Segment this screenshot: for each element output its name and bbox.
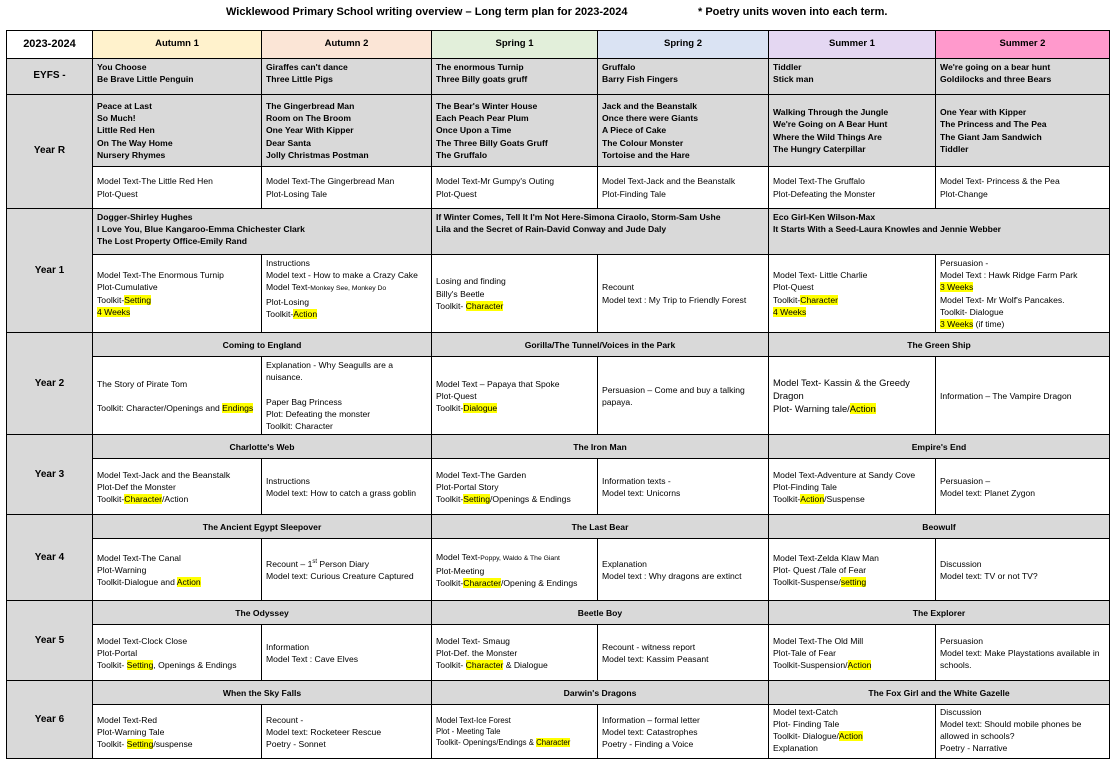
- year-label-year-4: Year 4: [7, 515, 93, 601]
- year-r-model-summer-1: Model Text-The Gruffalo Plot-Defeating the Monster: [769, 167, 936, 209]
- term-header-summer-1: Summer 1: [769, 31, 936, 59]
- year-r-books-spring-2: Jack and the Beanstalk Once there were Giants A Piece of Cake The Colour Monster Tortoise and the Hare: [598, 95, 769, 167]
- year-4-topic-autumn: The Ancient Egypt Sleepover: [93, 515, 432, 539]
- year-1-autumn-2: Instructions Model text - How to make a Crazy Cake Model Text-Monkey See, Monkey Do Plot-Losing Toolkit-Action: [262, 255, 432, 333]
- year-6-summer-2: Discussion Model text: Should mobile phones be allowed in schools? Poetry - Narrative: [936, 705, 1110, 759]
- year-6-summer-1: Model text-Catch Plot- Finding Tale Toolkit- Dialogue/Action Explanation: [769, 705, 936, 759]
- year-r-model-spring-2: Model Text-Jack and the Beanstalk Plot-Finding Tale: [598, 167, 769, 209]
- year-4-topic-summer: Beowulf: [769, 515, 1110, 539]
- year-1-summer-2: Persuasion - Model Text : Hawk Ridge Farm Park 3 Weeks Model Text- Mr Wolf's Pancakes. Toolkit- Dialogue 3 Weeks (if time): [936, 255, 1110, 333]
- year-1-books-row: [7, 209, 1110, 255]
- year-3-autumn-1: Model Text-Jack and the Beanstalk Plot-Def the Monster Toolkit-Character/Action: [93, 459, 262, 515]
- year-3-summer-1: Model Text-Adventure at Sandy Cove Plot-Finding Tale Toolkit-Action/Suspense: [769, 459, 936, 515]
- year-r-model-row: [7, 167, 1110, 209]
- year-label-year-3: Year 3: [7, 435, 93, 515]
- year-2-topic-spring: Gorilla/The Tunnel/Voices in the Park: [432, 333, 769, 357]
- year-1-autumn-1: Model Text-The Enormous Turnip Plot-Cumulative Toolkit-Setting 4 Weeks: [93, 255, 262, 333]
- year-6-autumn-2: Recount - Model text: Rocketeer Rescue Poetry - Sonnet: [262, 705, 432, 759]
- year-2-summer-1: Model Text- Kassin & the Greedy Dragon Plot- Warning tale/Action: [769, 357, 936, 435]
- year-3-model-row: [7, 459, 1110, 515]
- year-4-spring-1: Model Text-Poppy, Waldo & The Giant Plot-Meeting Toolkit-Character/Opening & Endings: [432, 539, 598, 601]
- year-6-topic-row: [7, 681, 1110, 705]
- poetry-note: * Poetry units woven into each term.: [698, 6, 888, 18]
- term-header-autumn-1: Autumn 1: [93, 31, 262, 59]
- year-4-topic-row: [7, 515, 1110, 539]
- year-1-books-summer: Eco Girl-Ken Wilson-Max It Starts With a Seed-Laura Knowles and Jennie Webber: [769, 209, 1110, 255]
- year-r-books-spring-1: The Bear's Winter House Each Peach Pear Plum Once Upon a Time The Three Billy Goats Gruff The Gruffalo: [432, 95, 598, 167]
- year-1-spring-1: Losing and finding Billy's Beetle Toolkit- Character: [432, 255, 598, 333]
- year-r-model-summer-2: Model Text- Princess & the Pea Plot-Change: [936, 167, 1110, 209]
- year-4-spring-2: Explanation Model text : Why dragons are extinct: [598, 539, 769, 601]
- term-header-autumn-2: Autumn 2: [262, 31, 432, 59]
- year-3-summer-2: Persuasion – Model text: Planet Zygon: [936, 459, 1110, 515]
- year-2-model-row: [7, 357, 1110, 435]
- year-2-autumn-2: Explanation - Why Seagulls are a nuisance. Paper Bag Princess Plot: Defeating the monster Toolkit: Character: [262, 357, 432, 435]
- year-1-summer-1: Model Text- Little Charlie Plot-Quest Toolkit-Character 4 Weeks: [769, 255, 936, 333]
- term-header-row: [7, 31, 1110, 59]
- eyfs-spring-1: The enormous Turnip Three Billy goats gruff: [432, 59, 598, 95]
- year-4-autumn-2: Recount – 1st Person Diary Model text: Curious Creature Captured: [262, 539, 432, 601]
- year-r-books-autumn-1: Peace at Last So Much! Little Red Hen On The Way Home Nursery Rhymes: [93, 95, 262, 167]
- year-1-spring-2: Recount Model text : My Trip to Friendly Forest: [598, 255, 769, 333]
- long-term-plan-table: [6, 30, 1110, 759]
- year-2-topic-autumn: Coming to England: [93, 333, 432, 357]
- year-3-autumn-2: Instructions Model text: How to catch a grass goblin: [262, 459, 432, 515]
- year-6-model-row: [7, 705, 1110, 759]
- year-r-model-spring-1: Model Text-Mr Gumpy's Outing Plot-Quest: [432, 167, 598, 209]
- year-2-spring-1: Model Text – Papaya that Spoke Plot-Quest Toolkit-Dialogue: [432, 357, 598, 435]
- year-r-books-row: [7, 95, 1110, 167]
- year-6-topic-summer: The Fox Girl and the White Gazelle: [769, 681, 1110, 705]
- year-6-spring-2: Information – formal letter Model text: Catastrophes Poetry - Finding a Voice: [598, 705, 769, 759]
- year-5-topic-spring: Beetle Boy: [432, 601, 769, 625]
- year-5-summer-2: Persuasion Model text: Make Playstations available in schools.: [936, 625, 1110, 681]
- term-header-summer-2: Summer 2: [936, 31, 1110, 59]
- year-label-eyfs: EYFS -: [7, 59, 93, 95]
- year-r-model-autumn-2: Model Text-The Gingerbread Man Plot-Losing Tale: [262, 167, 432, 209]
- term-header-spring-1: Spring 1: [432, 31, 598, 59]
- year-5-summer-1: Model Text-The Old Mill Plot-Tale of Fear Toolkit-Suspension/Action: [769, 625, 936, 681]
- year-4-summer-1: Model Text-Zelda Klaw Man Plot- Quest /Tale of Fear Toolkit-Suspense/setting: [769, 539, 936, 601]
- year-6-topic-autumn: When the Sky Falls: [93, 681, 432, 705]
- year-label-year-5: Year 5: [7, 601, 93, 681]
- year-3-topic-row: [7, 435, 1110, 459]
- year-1-model-row: [7, 255, 1110, 333]
- year-r-model-autumn-1: Model Text-The Little Red Hen Plot-Quest: [93, 167, 262, 209]
- year-4-summer-2: Discussion Model text: TV or not TV?: [936, 539, 1110, 601]
- year-3-topic-summer: Empire's End: [769, 435, 1110, 459]
- year-5-topic-row: [7, 601, 1110, 625]
- year-6-autumn-1: Model Text-Red Plot-Warning Tale Toolkit- Setting/suspense: [93, 705, 262, 759]
- year-2-spring-2: Persuasion – Come and buy a talking papaya.: [598, 357, 769, 435]
- year-2-autumn-1: The Story of Pirate Tom Toolkit: Character/Openings and Endings: [93, 357, 262, 435]
- year-label-year-6: Year 6: [7, 681, 93, 759]
- year-4-autumn-1: Model Text-The Canal Plot-Warning Toolkit-Dialogue and Action: [93, 539, 262, 601]
- year-5-autumn-2: Information Model Text : Cave Elves: [262, 625, 432, 681]
- year-2-topic-row: [7, 333, 1110, 357]
- year-5-spring-1: Model Text- Smaug Plot-Def. the Monster Toolkit- Character & Dialogue: [432, 625, 598, 681]
- year-3-topic-spring: The Iron Man: [432, 435, 769, 459]
- year-5-topic-autumn: The Odyssey: [93, 601, 432, 625]
- eyfs-autumn-2: Giraffes can't dance Three Little Pigs: [262, 59, 432, 95]
- year-5-topic-summer: The Explorer: [769, 601, 1110, 625]
- year-label-year-r: Year R: [7, 95, 93, 209]
- header: [0, 5, 1116, 21]
- year-1-books-autumn: Dogger-Shirley Hughes I Love You, Blue Kangaroo-Emma Chichester Clark The Lost Property Office-Emily Rand: [93, 209, 432, 255]
- term-header-spring-2: Spring 2: [598, 31, 769, 59]
- eyfs-row: [7, 59, 1110, 95]
- year-4-model-row: [7, 539, 1110, 601]
- year-r-books-summer-1: Walking Through the Jungle We're Going on A Bear Hunt Where the Wild Things Are The Hungry Caterpillar: [769, 95, 936, 167]
- year-5-autumn-1: Model Text-Clock Close Plot-Portal Toolkit- Setting, Openings & Endings: [93, 625, 262, 681]
- eyfs-spring-2: Gruffalo Barry Fish Fingers: [598, 59, 769, 95]
- year-5-model-row: [7, 625, 1110, 681]
- year-3-spring-2: Information texts - Model text: Unicorns: [598, 459, 769, 515]
- year-r-books-summer-2: One Year with Kipper The Princess and The Pea The Giant Jam Sandwich Tiddler: [936, 95, 1110, 167]
- year-label-year-2: Year 2: [7, 333, 93, 435]
- eyfs-summer-2: We're going on a bear hunt Goldilocks and three Bears: [936, 59, 1110, 95]
- year-label-year-1: Year 1: [7, 209, 93, 333]
- year-corner-cell: 2023-2024: [7, 31, 93, 59]
- year-6-topic-spring: Darwin's Dragons: [432, 681, 769, 705]
- year-r-books-autumn-2: The Gingerbread Man Room on The Broom One Year With Kipper Dear Santa Jolly Christmas Postman: [262, 95, 432, 167]
- year-3-topic-autumn: Charlotte's Web: [93, 435, 432, 459]
- year-1-books-spring: If Winter Comes, Tell It I'm Not Here-Simona Ciraolo, Storm-Sam Ushe Lila and the Secret of Rain-David Conway and Jude Daly: [432, 209, 769, 255]
- eyfs-summer-1: Tiddler Stick man: [769, 59, 936, 95]
- year-4-topic-spring: The Last Bear: [432, 515, 769, 539]
- year-2-summer-2: Information – The Vampire Dragon: [936, 357, 1110, 435]
- year-5-spring-2: Recount - witness report Model text: Kassim Peasant: [598, 625, 769, 681]
- year-3-spring-1: Model Text-The Garden Plot-Portal Story Toolkit-Setting/Openings & Endings: [432, 459, 598, 515]
- year-2-topic-summer: The Green Ship: [769, 333, 1110, 357]
- eyfs-autumn-1: You Choose Be Brave Little Penguin: [93, 59, 262, 95]
- year-6-spring-1: Model Text-Ice Forest Plot - Meeting Tale Toolkit- Openings/Endings & Character: [432, 705, 598, 759]
- page-title: Wicklewood Primary School writing overview – Long term plan for 2023-2024: [226, 6, 628, 18]
